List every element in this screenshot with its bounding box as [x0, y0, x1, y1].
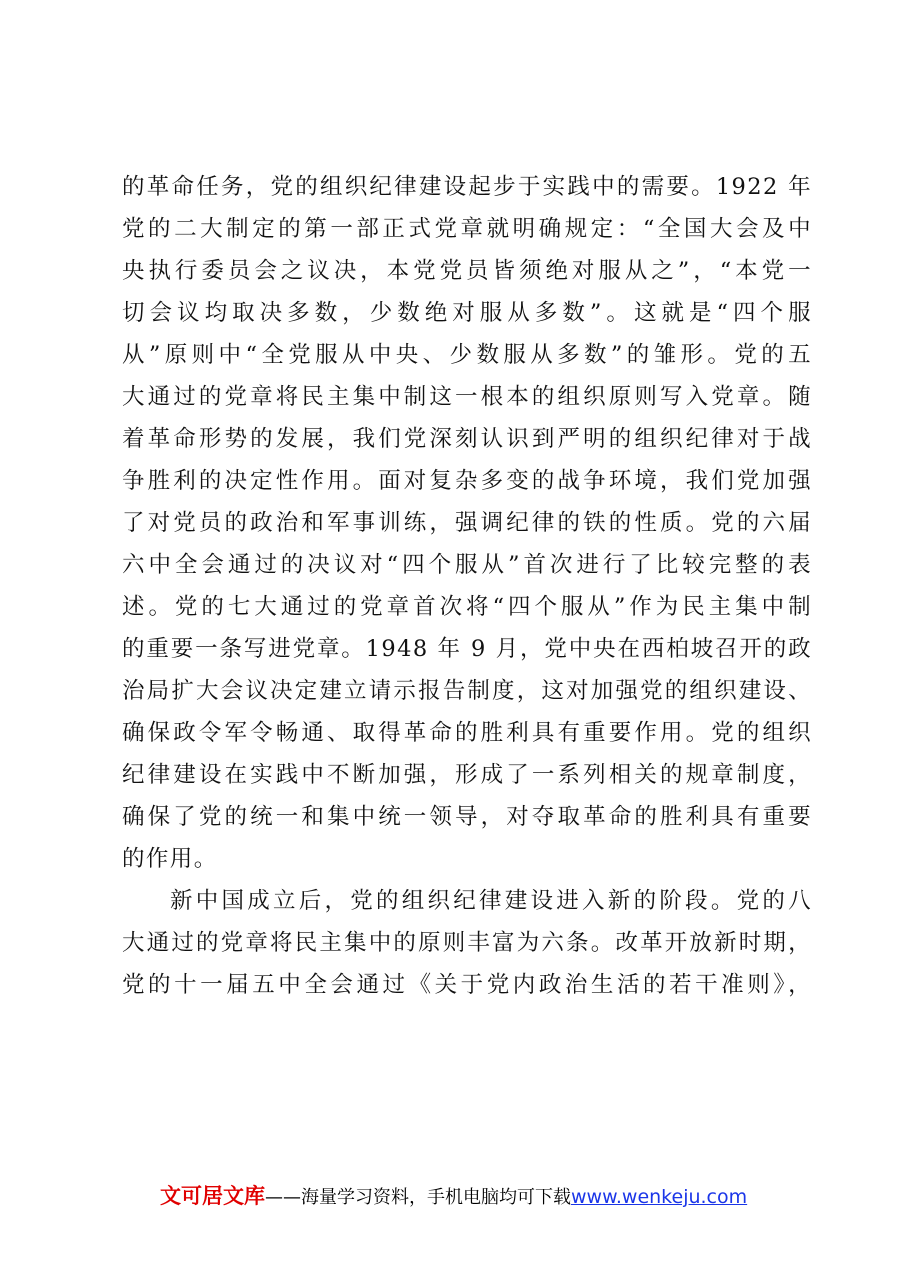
- text-line: 央执行委员会之议决，本党党员皆须绝对服从之”，“本党一: [122, 258, 812, 284]
- text-line: 争胜利的决定性作用。面对复杂多变的战争环境，我们党加强: [122, 468, 812, 494]
- text-line: 新中国成立后，党的组织纪律建设进入新的阶段。党的八: [170, 888, 812, 914]
- text-line: 治局扩大会议决定建立请示报告制度，这对加强党的组织建设、: [122, 678, 812, 704]
- footer-tagline: ——海量学习资料，手机电脑均可下载: [265, 1187, 571, 1208]
- text-line: 党的二大制定的第一部正式党章就明确规定：“全国大会及中: [122, 216, 812, 242]
- text-line: 了对党员的政治和军事训练，强调纪律的铁的性质。党的六届: [122, 510, 812, 536]
- paragraph-2: [122, 880, 812, 1006]
- brand-name: 文可居文库: [160, 1184, 265, 1208]
- footer-banner: [160, 1180, 747, 1212]
- text-line: 的作用。: [122, 846, 218, 872]
- text-line: 确保政令军令畅通、取得革命的胜利具有重要作用。党的组织: [122, 720, 812, 746]
- text-line: 切会议均取决多数，少数绝对服从多数”。这就是“四个服: [122, 300, 812, 326]
- text-line: 六中全会通过的决议对“四个服从”首次进行了比较完整的表: [122, 552, 812, 578]
- text-line: 的革命任务，党的组织纪律建设起步于实践中的需要。1922 年: [122, 174, 812, 200]
- text-line: 大通过的党章将民主集中的原则丰富为六条。改革开放新时期，: [122, 930, 812, 956]
- text-line: 的重要一条写进党章。1948 年 9 月，党中央在西柏坡召开的政: [122, 636, 812, 662]
- text-line: 确保了党的统一和集中统一领导，对夺取革命的胜利具有重要: [122, 804, 812, 830]
- text-line: 大通过的党章将民主集中制这一根本的组织原则写入党章。随: [122, 384, 812, 410]
- text-line: 述。党的七大通过的党章首次将“四个服从”作为民主集中制: [122, 594, 812, 620]
- text-line: 着革命形势的发展，我们党深刻认识到严明的组织纪律对于战: [122, 426, 812, 452]
- text-line: 从”原则中“全党服从中央、少数服从多数”的雏形。党的五: [122, 342, 812, 368]
- paragraph-1: [122, 166, 812, 880]
- text-line: 党的十一届五中全会通过《关于党内政治生活的若干准则》，: [122, 972, 812, 998]
- website-link[interactable]: www.wenkeju.com: [571, 1186, 748, 1208]
- text-line: 纪律建设在实践中不断加强，形成了一系列相关的规章制度，: [122, 762, 812, 788]
- document-body: [122, 166, 812, 1006]
